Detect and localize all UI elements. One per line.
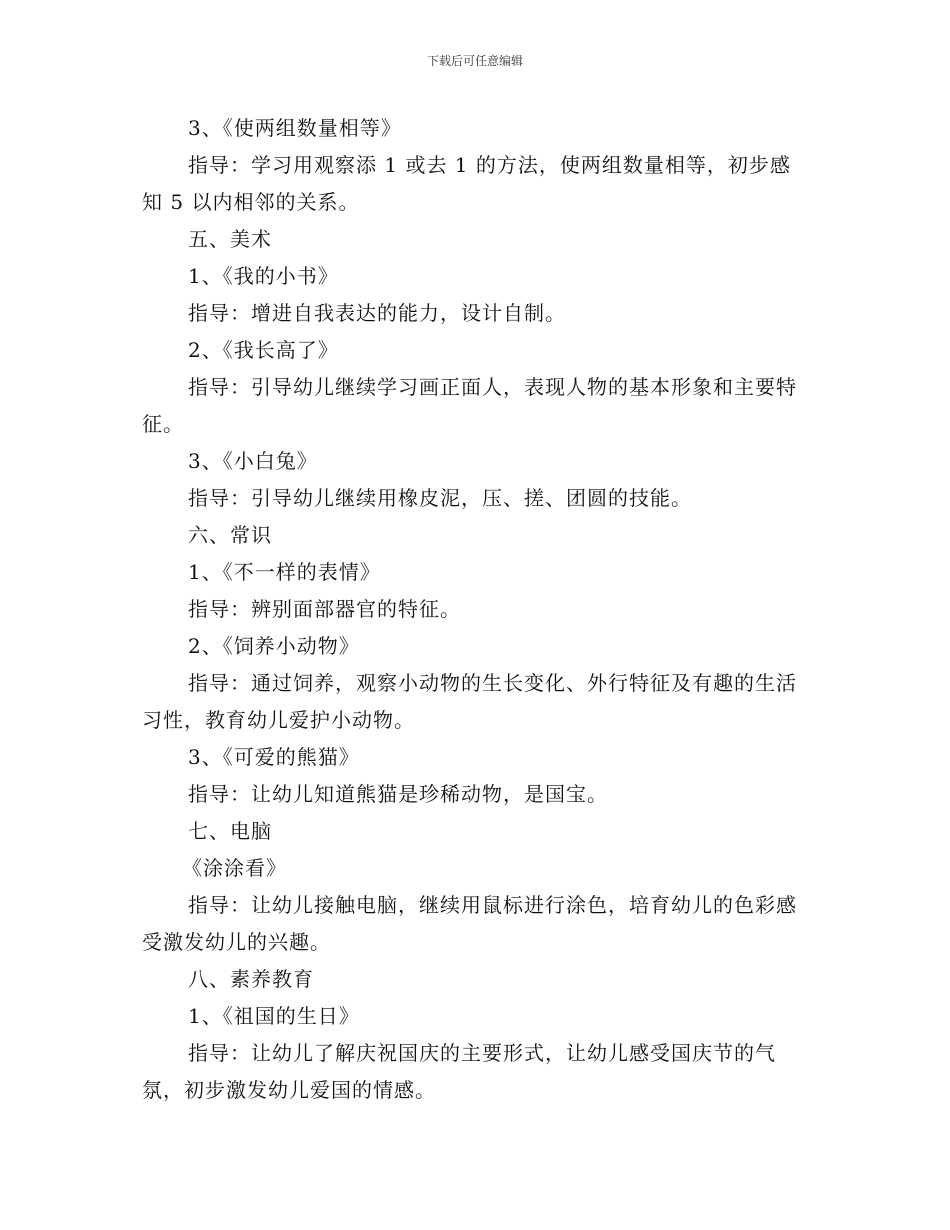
section-heading: 六、常识: [188, 523, 272, 547]
item-heading: 1、《我的小书》: [188, 264, 339, 288]
guidance-paragraph: 指导：引导幼儿继续学习画正面人，表现人物的基本形象和主要特征。: [142, 375, 797, 436]
guidance-paragraph: 指导：引导幼儿继续用橡皮泥，压、搓、团圆的技能。: [188, 486, 692, 510]
guidance-paragraph: 指导：学习用观察添 1 或去 1 的方法，使两组数量相等，初步感知 5 以内相邻的关系。: [142, 153, 791, 214]
item-heading: 2、《饲养小动物》: [188, 634, 360, 658]
guidance-paragraph: 指导：让幼儿知道熊猫是珍稀动物，是国宝。: [188, 782, 608, 806]
item-heading: 2、《我长高了》: [188, 338, 339, 362]
section-heading: 七、电脑: [188, 819, 272, 843]
document-body: [142, 110, 807, 1109]
page-header: 下载后可任意编辑: [426, 54, 523, 68]
item-heading: 3、《小白兔》: [188, 449, 318, 473]
guidance-paragraph: 指导：通过饲养，观察小动物的生长变化、外行特征及有趣的生活习性，教育幼儿爱护小动物。: [142, 671, 797, 732]
guidance-paragraph: 指导：让幼儿接触电脑，继续用鼠标进行涂色，培育幼儿的色彩感受激发幼儿的兴趣。: [142, 893, 797, 954]
section-heading: 五、美术: [188, 227, 272, 251]
item-heading: 3、《使两组数量相等》: [188, 116, 402, 140]
item-heading: 《涂涂看》: [182, 856, 287, 880]
section-heading: 八、素养教育: [188, 967, 314, 991]
guidance-paragraph: 指导：增进自我表达的能力，设计自制。: [188, 301, 566, 325]
guidance-paragraph: 指导：让幼儿了解庆祝国庆的主要形式，让幼儿感受国庆节的气氛，初步激发幼儿爱国的情感。: [142, 1041, 776, 1102]
item-heading: 1、《不一样的表情》: [188, 560, 381, 584]
item-heading: 3、《可爱的熊猫》: [188, 745, 360, 769]
guidance-paragraph: 指导：辨别面部器官的特征。: [188, 597, 461, 621]
item-heading: 1、《祖国的生日》: [188, 1004, 360, 1028]
